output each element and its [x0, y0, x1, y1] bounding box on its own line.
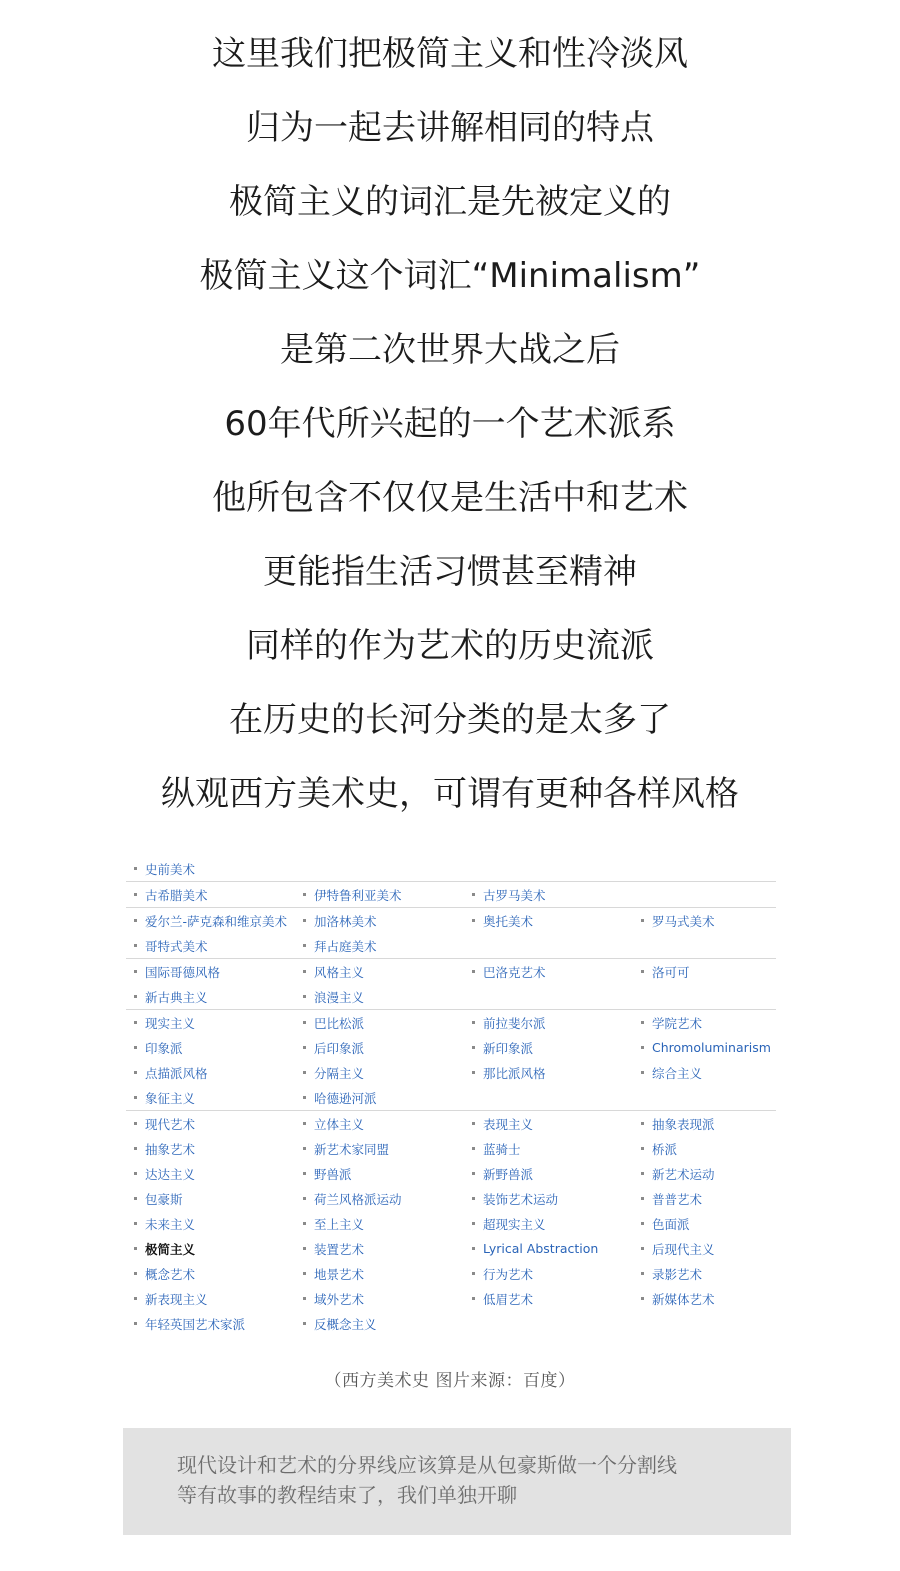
art-style-link[interactable]: 抽象艺术 — [145, 1141, 196, 1157]
bullet-icon — [472, 919, 475, 922]
intro-line: 是第二次世界大战之后 — [280, 330, 620, 370]
table-cell — [126, 963, 295, 981]
table-row — [126, 984, 776, 1009]
bullet-icon — [472, 1172, 475, 1175]
intro-line: 更能指生活习惯甚至精神 — [263, 552, 637, 592]
table-row — [126, 959, 776, 984]
art-style-link[interactable]: 伊特鲁利亚美术 — [314, 887, 402, 903]
table-row — [126, 933, 776, 958]
table-row — [126, 1035, 776, 1060]
table-cell — [464, 1241, 633, 1256]
bullet-icon — [134, 1122, 137, 1125]
table-cell — [126, 1265, 295, 1283]
art-style-link[interactable]: 现代艺术 — [145, 1116, 196, 1132]
bullet-icon — [303, 1322, 306, 1325]
bullet-icon — [303, 1247, 306, 1250]
table-cell — [633, 1190, 776, 1208]
table-row — [126, 1211, 776, 1236]
bullet-icon — [641, 1197, 644, 1200]
table-cell — [126, 1039, 295, 1057]
bullet-icon — [641, 1122, 644, 1125]
art-style-link[interactable]: 新野兽派 — [483, 1166, 534, 1182]
art-style-link[interactable]: 新古典主义 — [145, 989, 208, 1005]
art-style-link[interactable]: 装饰艺术运动 — [483, 1191, 559, 1207]
table-cell — [633, 1215, 776, 1233]
bullet-icon — [303, 1046, 306, 1049]
art-period-group — [126, 908, 776, 959]
art-style-link[interactable]: 后现代主义 — [652, 1241, 715, 1257]
art-style-link[interactable]: 新艺术运动 — [652, 1166, 715, 1182]
bullet-icon — [303, 970, 306, 973]
table-cell — [126, 988, 295, 1006]
table-cell — [633, 1064, 776, 1082]
art-period-group — [126, 1010, 776, 1111]
table-cell — [633, 963, 776, 981]
bullet-icon — [303, 1021, 306, 1024]
table-cell — [295, 963, 464, 981]
bullet-icon — [472, 1021, 475, 1024]
art-style-link[interactable]: 综合主义 — [652, 1065, 703, 1081]
art-style-link[interactable]: 点描派风格 — [145, 1065, 208, 1081]
art-style-link[interactable]: Lyrical Abstraction — [483, 1241, 599, 1256]
art-style-link[interactable]: 学院艺术 — [652, 1015, 703, 1031]
table-cell — [464, 886, 633, 904]
art-style-link[interactable]: 达达主义 — [145, 1166, 196, 1182]
art-style-link[interactable]: 概念艺术 — [145, 1266, 196, 1282]
bullet-icon — [641, 1046, 644, 1049]
bullet-icon — [303, 1122, 306, 1125]
art-style-link[interactable]: 加洛林美术 — [314, 913, 377, 929]
art-period-group — [126, 856, 776, 882]
table-cell — [464, 963, 633, 981]
art-style-link[interactable]: 新印象派 — [483, 1040, 534, 1056]
bullet-icon — [472, 1071, 475, 1074]
bullet-icon — [641, 1222, 644, 1225]
table-row — [126, 1060, 776, 1085]
table-cell — [126, 1290, 295, 1308]
art-style-link[interactable]: 国际哥德风格 — [145, 964, 221, 980]
bullet-icon — [303, 1197, 306, 1200]
bullet-icon — [303, 944, 306, 947]
art-style-link[interactable]: 新媒体艺术 — [652, 1291, 715, 1307]
art-style-link[interactable]: 哈德逊河派 — [314, 1090, 377, 1106]
table-cell — [295, 1215, 464, 1233]
note-line-1: 现代设计和艺术的分界线应该算是从包豪斯做一个分割线 — [177, 1453, 677, 1477]
art-style-link[interactable]: 史前美术 — [145, 861, 196, 877]
bullet-icon — [134, 867, 137, 870]
table-cell — [295, 1240, 464, 1258]
art-style-link[interactable]: 新艺术家同盟 — [314, 1141, 390, 1157]
bullet-icon — [134, 1147, 137, 1150]
bullet-icon — [472, 1297, 475, 1300]
art-style-link[interactable]: 后印象派 — [314, 1040, 365, 1056]
table-cell — [126, 1215, 295, 1233]
bullet-icon — [641, 1297, 644, 1300]
art-style-link[interactable]: 分隔主义 — [314, 1065, 365, 1081]
art-style-link[interactable]: 拜占庭美术 — [314, 938, 377, 954]
table-cell — [126, 1140, 295, 1158]
art-style-link[interactable]: 年轻英国艺术家派 — [145, 1316, 246, 1332]
table-cell — [464, 1014, 633, 1032]
art-style-link[interactable]: 录影艺术 — [652, 1266, 703, 1282]
art-style-link[interactable]: 罗马式美术 — [652, 913, 715, 929]
art-style-link[interactable]: 超现实主义 — [483, 1216, 546, 1232]
bullet-icon — [472, 893, 475, 896]
table-row — [126, 1111, 776, 1136]
table-cell — [633, 1040, 776, 1055]
intro-line: 他所包含不仅仅是生活中和艺术 — [212, 478, 688, 518]
art-style-link[interactable]: 那比派风格 — [483, 1065, 546, 1081]
intro-line: 极简主义的词汇是先被定义的 — [229, 182, 671, 222]
art-style-current: 极简主义 — [145, 1241, 196, 1257]
art-style-link[interactable]: 色面派 — [652, 1216, 690, 1232]
art-style-link[interactable]: 包豪斯 — [145, 1191, 183, 1207]
intro-line: 极简主义这个词汇“Minimalism” — [199, 256, 701, 296]
table-row — [126, 1286, 776, 1311]
table-cell — [126, 937, 295, 955]
table-cell — [633, 1165, 776, 1183]
art-period-group — [126, 959, 776, 1010]
table-cell — [464, 1265, 633, 1283]
table-cell — [464, 1290, 633, 1308]
table-row — [126, 856, 776, 881]
table-cell — [633, 1240, 776, 1258]
art-style-link[interactable]: 哥特式美术 — [145, 938, 208, 954]
art-style-link[interactable]: 桥派 — [652, 1141, 678, 1157]
table-cell — [295, 937, 464, 955]
art-style-link[interactable]: 巴洛克艺术 — [483, 964, 546, 980]
table-row — [126, 1136, 776, 1161]
art-style-link[interactable]: 未来主义 — [145, 1216, 196, 1232]
bullet-icon — [134, 1071, 137, 1074]
bullet-icon — [641, 1147, 644, 1150]
table-cell — [464, 1115, 633, 1133]
bullet-icon — [641, 919, 644, 922]
bullet-icon — [641, 1071, 644, 1074]
table-cell — [464, 1064, 633, 1082]
table-cell — [126, 1014, 295, 1032]
table-cell — [633, 1115, 776, 1133]
bullet-icon — [472, 970, 475, 973]
art-style-link[interactable]: 象征主义 — [145, 1090, 196, 1106]
bullet-icon — [303, 1222, 306, 1225]
table-cell — [464, 1140, 633, 1158]
table-cell — [464, 1039, 633, 1057]
bullet-icon — [641, 1272, 644, 1275]
art-style-link[interactable]: 浪漫主义 — [314, 989, 365, 1005]
table-cell — [295, 1115, 464, 1133]
bullet-icon — [134, 919, 137, 922]
table-row — [126, 882, 776, 907]
bullet-icon — [472, 1122, 475, 1125]
bullet-icon — [303, 893, 306, 896]
table-cell — [295, 1089, 464, 1107]
table-cell — [295, 1014, 464, 1032]
art-style-link[interactable]: 地景艺术 — [314, 1266, 365, 1282]
bullet-icon — [303, 919, 306, 922]
art-style-link[interactable]: 印象派 — [145, 1040, 183, 1056]
art-style-link[interactable]: 装置艺术 — [314, 1241, 365, 1257]
bullet-icon — [303, 1297, 306, 1300]
note-line-2: 等有故事的教程结束了，我们单独开聊 — [177, 1483, 517, 1507]
intro-line: 在历史的长河分类的是太多了 — [229, 700, 671, 740]
bullet-icon — [641, 1247, 644, 1250]
table-cell — [126, 1064, 295, 1082]
table-cell — [295, 1315, 464, 1333]
art-style-link[interactable]: 低眉艺术 — [483, 1291, 534, 1307]
bullet-icon — [472, 1272, 475, 1275]
western-art-history-table — [126, 856, 776, 1336]
table-cell — [464, 1165, 633, 1183]
bullet-icon — [303, 995, 306, 998]
art-style-link[interactable]: 抽象表现派 — [652, 1116, 715, 1132]
art-style-link[interactable]: 立体主义 — [314, 1116, 365, 1132]
table-cell — [126, 1315, 295, 1333]
bullet-icon — [134, 1172, 137, 1175]
art-style-link[interactable]: 域外艺术 — [314, 1291, 365, 1307]
bullet-icon — [134, 1297, 137, 1300]
table-cell — [464, 1215, 633, 1233]
bullet-icon — [134, 893, 137, 896]
intro-line: 归为一起去讲解相同的特点 — [246, 108, 654, 148]
art-style-link[interactable]: 风格主义 — [314, 964, 365, 980]
table-cell — [295, 1165, 464, 1183]
bullet-icon — [303, 1272, 306, 1275]
table-row — [126, 1186, 776, 1211]
table-cell — [126, 1115, 295, 1133]
art-style-link[interactable]: 现实主义 — [145, 1015, 196, 1031]
art-style-link[interactable]: 新表现主义 — [145, 1291, 208, 1307]
table-cell — [464, 912, 633, 930]
art-style-link[interactable]: 至上主义 — [314, 1216, 365, 1232]
art-style-link[interactable]: 普普艺术 — [652, 1191, 703, 1207]
bullet-icon — [303, 1096, 306, 1099]
art-style-link[interactable]: 野兽派 — [314, 1166, 352, 1182]
table-cell — [295, 1265, 464, 1283]
intro-text — [0, 24, 900, 838]
table-cell — [633, 1265, 776, 1283]
bullet-icon — [134, 995, 137, 998]
table-row — [126, 1236, 776, 1261]
table-cell — [464, 1190, 633, 1208]
bullet-icon — [134, 1322, 137, 1325]
table-cell — [295, 1039, 464, 1057]
art-style-link[interactable]: 荷兰风格派运动 — [314, 1191, 402, 1207]
art-style-link[interactable]: 表现主义 — [483, 1116, 534, 1132]
art-period-group — [126, 1111, 776, 1336]
bullet-icon — [134, 944, 137, 947]
art-style-link[interactable]: 奥托美术 — [483, 913, 534, 929]
table-cell — [295, 1140, 464, 1158]
table-row — [126, 908, 776, 933]
art-style-link[interactable]: 古罗马美术 — [483, 887, 546, 903]
table-row — [126, 1161, 776, 1186]
table-cell — [295, 1064, 464, 1082]
table-cell — [295, 1190, 464, 1208]
art-style-link[interactable]: 巴比松派 — [314, 1015, 365, 1031]
table-row — [126, 1311, 776, 1336]
table-cell — [295, 988, 464, 1006]
bullet-icon — [134, 1272, 137, 1275]
art-style-link[interactable]: 蓝骑士 — [483, 1141, 521, 1157]
intro-line: 同样的作为艺术的历史流派 — [246, 626, 654, 666]
bullet-icon — [134, 970, 137, 973]
table-cell — [126, 912, 295, 930]
bullet-icon — [641, 1021, 644, 1024]
bullet-icon — [134, 1197, 137, 1200]
bullet-icon — [134, 1096, 137, 1099]
image-caption: （西方美术史 图片来源：百度） — [324, 1371, 576, 1391]
bullet-icon — [472, 1046, 475, 1049]
table-cell — [126, 860, 295, 878]
bullet-icon — [134, 1021, 137, 1024]
bullet-icon — [134, 1247, 137, 1250]
bullet-icon — [303, 1172, 306, 1175]
table-cell — [633, 912, 776, 930]
table-row — [126, 1010, 776, 1035]
bullet-icon — [134, 1046, 137, 1049]
art-style-link[interactable]: Chromoluminarism — [652, 1040, 771, 1055]
bullet-icon — [134, 1222, 137, 1225]
art-style-link[interactable]: 行为艺术 — [483, 1266, 534, 1282]
table-cell — [126, 1240, 295, 1258]
table-row — [126, 1261, 776, 1286]
bullet-icon — [303, 1071, 306, 1074]
art-period-group — [126, 882, 776, 908]
art-style-link[interactable]: 古希腊美术 — [145, 887, 208, 903]
bullet-icon — [472, 1147, 475, 1150]
intro-line: 纵观西方美术史，可谓有更种各样风格 — [161, 774, 739, 814]
bullet-icon — [303, 1147, 306, 1150]
table-row — [126, 1085, 776, 1110]
note-box — [123, 1428, 791, 1535]
art-style-link[interactable]: 洛可可 — [652, 964, 690, 980]
bullet-icon — [472, 1197, 475, 1200]
art-style-link[interactable]: 爱尔兰-萨克森和维京美术 — [145, 913, 288, 929]
table-cell — [633, 1014, 776, 1032]
table-cell — [295, 1290, 464, 1308]
bullet-icon — [641, 970, 644, 973]
table-cell — [126, 1190, 295, 1208]
art-style-link[interactable]: 反概念主义 — [314, 1316, 377, 1332]
intro-line: 这里我们把极简主义和性冷淡风 — [212, 34, 688, 74]
table-cell — [295, 886, 464, 904]
bullet-icon — [641, 1172, 644, 1175]
bullet-icon — [472, 1222, 475, 1225]
table-cell — [633, 1290, 776, 1308]
art-style-link[interactable]: 前拉斐尔派 — [483, 1015, 546, 1031]
bullet-icon — [472, 1247, 475, 1250]
intro-line: 60年代所兴起的一个艺术派系 — [224, 404, 676, 444]
table-cell — [126, 1165, 295, 1183]
table-cell — [126, 886, 295, 904]
table-cell — [633, 1140, 776, 1158]
table-cell — [295, 912, 464, 930]
table-cell — [126, 1089, 295, 1107]
